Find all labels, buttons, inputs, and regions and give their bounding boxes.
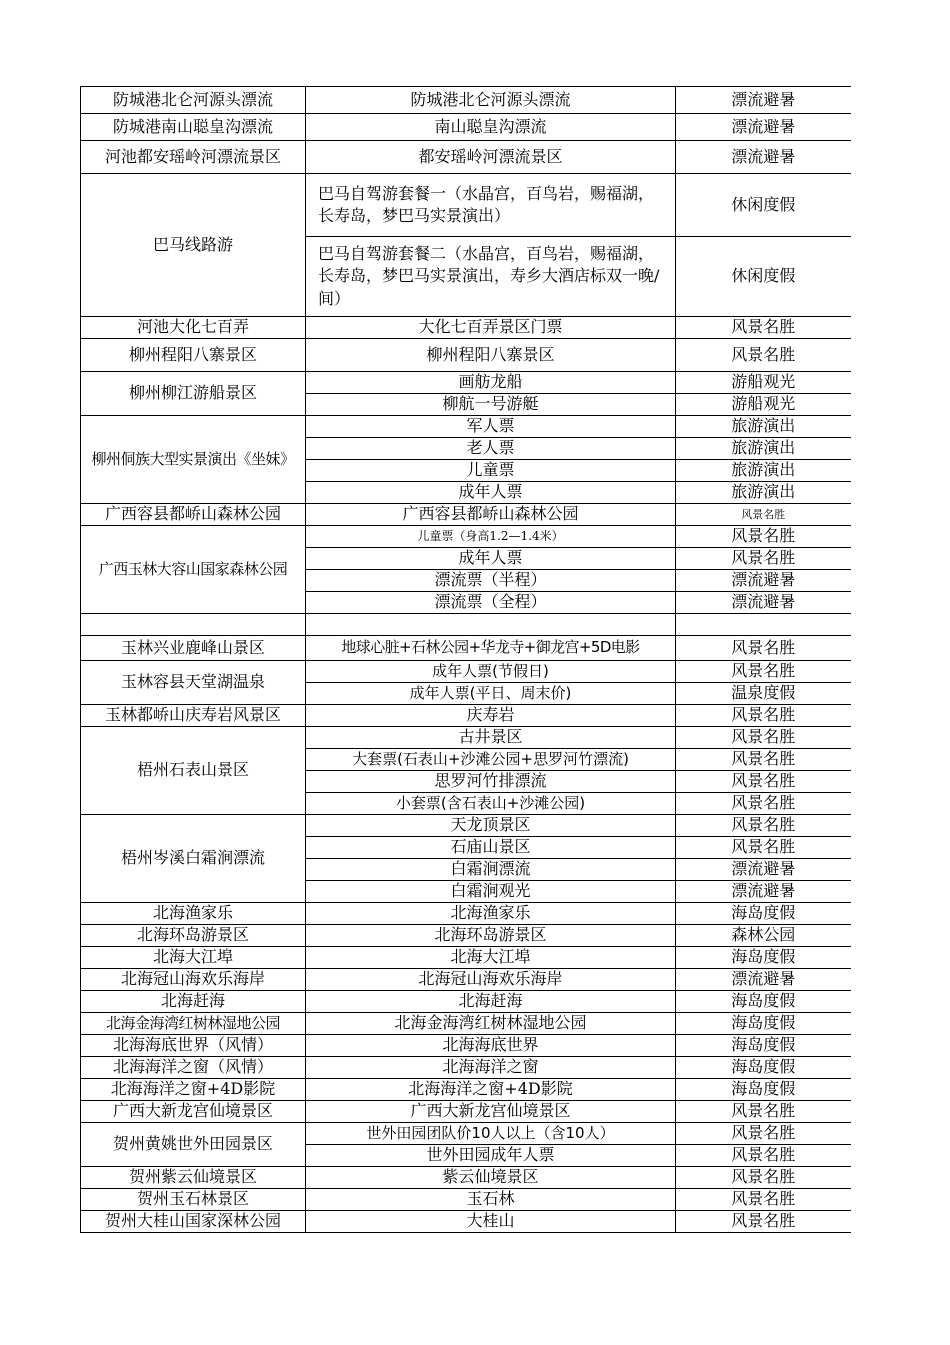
category: 漂流避暑 <box>676 141 851 174</box>
category: 休闲度假 <box>676 237 851 317</box>
ticket-name: 石庙山景区 <box>306 837 676 859</box>
ticket-name: 紫云仙境景区 <box>306 1167 676 1189</box>
ticket-name: 北海海洋之窗 <box>306 1057 676 1079</box>
ticket-name: 白霜涧观光 <box>306 881 676 903</box>
table-row <box>81 1057 851 1079</box>
attraction-name: 巴马线路游 <box>81 174 306 317</box>
ticket-name: 广西容县都峤山森林公园 <box>306 504 676 526</box>
ticket-name: 世外田园成年人票 <box>306 1145 676 1167</box>
category: 旅游演出 <box>676 460 851 482</box>
ticket-name: 漂流票（半程） <box>306 570 676 592</box>
attraction-name: 贺州紫云仙境景区 <box>81 1167 306 1189</box>
category: 风景名胜 <box>676 771 851 793</box>
attraction-name: 防城港北仑河源头漂流 <box>81 87 306 114</box>
category: 漂流避暑 <box>676 570 851 592</box>
category: 风景名胜 <box>676 815 851 837</box>
table-row <box>81 526 851 548</box>
category: 游船观光 <box>676 394 851 416</box>
attractions-table <box>80 86 851 1233</box>
table-row <box>81 661 851 683</box>
attraction-name: 贺州玉石林景区 <box>81 1189 306 1211</box>
category: 风景名胜 <box>676 504 851 526</box>
ticket-name: 天龙顶景区 <box>306 815 676 837</box>
ticket-name: 北海冠山海欢乐海岸 <box>306 969 676 991</box>
table-row <box>81 705 851 727</box>
category: 漂流避暑 <box>676 592 851 614</box>
category: 漂流避暑 <box>676 87 851 114</box>
attraction-name: 玉林兴业鹿峰山景区 <box>81 636 306 661</box>
attraction-name <box>81 614 306 636</box>
table-row <box>81 174 851 237</box>
ticket-name: 成年人票 <box>306 548 676 570</box>
category: 旅游演出 <box>676 482 851 504</box>
ticket-name: 成年人票 <box>306 482 676 504</box>
ticket-name: 北海金海湾红树林湿地公园 <box>306 1013 676 1035</box>
ticket-name: 都安瑶岭河漂流景区 <box>306 141 676 174</box>
table-row <box>81 114 851 141</box>
attraction-name: 柳州侗族大型实景演出《坐妹》 <box>81 416 306 504</box>
table-row <box>81 1123 851 1145</box>
table-row <box>81 991 851 1013</box>
category: 海岛度假 <box>676 991 851 1013</box>
table-row <box>81 815 851 837</box>
table-row <box>81 969 851 991</box>
ticket-name: 大桂山 <box>306 1211 676 1233</box>
table-row <box>81 1079 851 1101</box>
ticket-name: 思罗河竹排漂流 <box>306 771 676 793</box>
attraction-name: 玉林容县天堂湖温泉 <box>81 661 306 705</box>
category: 海岛度假 <box>676 1035 851 1057</box>
table-row <box>81 1167 851 1189</box>
ticket-name: 漂流票（全程） <box>306 592 676 614</box>
attraction-name: 河池大化七百弄 <box>81 317 306 339</box>
attraction-name: 北海冠山海欢乐海岸 <box>81 969 306 991</box>
ticket-name: 庆寿岩 <box>306 705 676 727</box>
table-row <box>81 925 851 947</box>
ticket-name: 大化七百弄景区门票 <box>306 317 676 339</box>
ticket-name: 古井景区 <box>306 727 676 749</box>
ticket-name: 白霜涧漂流 <box>306 859 676 881</box>
attraction-name: 北海环岛游景区 <box>81 925 306 947</box>
category: 风景名胜 <box>676 1101 851 1123</box>
category <box>676 614 851 636</box>
table-row <box>81 1013 851 1035</box>
category: 海岛度假 <box>676 1013 851 1035</box>
ticket-name: 广西大新龙宫仙境景区 <box>306 1101 676 1123</box>
table-row <box>81 1101 851 1123</box>
ticket-name: 防城港北仑河源头漂流 <box>306 87 676 114</box>
ticket-name: 老人票 <box>306 438 676 460</box>
category: 游船观光 <box>676 372 851 394</box>
category: 风景名胜 <box>676 1145 851 1167</box>
attraction-name: 贺州大桂山国家深林公园 <box>81 1211 306 1233</box>
category: 风景名胜 <box>676 526 851 548</box>
category: 风景名胜 <box>676 636 851 661</box>
table-row <box>81 636 851 661</box>
category: 旅游演出 <box>676 438 851 460</box>
table-row <box>81 504 851 526</box>
category: 海岛度假 <box>676 1079 851 1101</box>
category: 风景名胜 <box>676 317 851 339</box>
table-row <box>81 1035 851 1057</box>
category: 风景名胜 <box>676 727 851 749</box>
attraction-name: 北海金海湾红树林湿地公园 <box>81 1013 306 1035</box>
table-row <box>81 87 851 114</box>
ticket-name <box>306 614 676 636</box>
attraction-name: 北海大江埠 <box>81 947 306 969</box>
category: 温泉度假 <box>676 683 851 705</box>
category: 风景名胜 <box>676 793 851 815</box>
attraction-name: 北海海洋之窗（风情） <box>81 1057 306 1079</box>
ticket-name: 小套票(含石表山+沙滩公园) <box>306 793 676 815</box>
table-row <box>81 947 851 969</box>
attraction-name: 北海渔家乐 <box>81 903 306 925</box>
attraction-name: 北海海底世界（风情） <box>81 1035 306 1057</box>
category: 海岛度假 <box>676 947 851 969</box>
attraction-name: 玉林都峤山庆寿岩风景区 <box>81 705 306 727</box>
table-row <box>81 614 851 636</box>
attraction-name: 广西玉林大容山国家森林公园 <box>81 526 306 614</box>
category: 风景名胜 <box>676 749 851 771</box>
category: 风景名胜 <box>676 1189 851 1211</box>
category: 风景名胜 <box>676 1211 851 1233</box>
attraction-name: 河池都安瑶岭河漂流景区 <box>81 141 306 174</box>
category: 森林公园 <box>676 925 851 947</box>
attraction-name: 北海赶海 <box>81 991 306 1013</box>
ticket-name: 北海赶海 <box>306 991 676 1013</box>
category: 风景名胜 <box>676 661 851 683</box>
category: 风景名胜 <box>676 1123 851 1145</box>
category: 旅游演出 <box>676 416 851 438</box>
table-row <box>81 1189 851 1211</box>
ticket-name: 成年人票(节假日) <box>306 661 676 683</box>
ticket-name: 儿童票（身高1.2—1.4米） <box>306 526 676 548</box>
ticket-name: 北海海洋之窗+4D影院 <box>306 1079 676 1101</box>
attraction-name: 北海海洋之窗+4D影院 <box>81 1079 306 1101</box>
table-row <box>81 317 851 339</box>
attraction-name: 贺州黄姚世外田园景区 <box>81 1123 306 1167</box>
ticket-name: 北海海底世界 <box>306 1035 676 1057</box>
category: 风景名胜 <box>676 705 851 727</box>
attraction-name: 广西容县都峤山森林公园 <box>81 504 306 526</box>
category: 漂流避暑 <box>676 969 851 991</box>
ticket-name: 北海渔家乐 <box>306 903 676 925</box>
category: 漂流避暑 <box>676 881 851 903</box>
table-row <box>81 903 851 925</box>
table-row <box>81 141 851 174</box>
ticket-name: 大套票(石表山+沙滩公园+思罗河竹漂流) <box>306 749 676 771</box>
ticket-name: 北海大江埠 <box>306 947 676 969</box>
category: 风景名胜 <box>676 339 851 372</box>
ticket-name: 柳州程阳八寨景区 <box>306 339 676 372</box>
attraction-name: 防城港南山聪皇沟漂流 <box>81 114 306 141</box>
ticket-name: 军人票 <box>306 416 676 438</box>
ticket-name: 儿童票 <box>306 460 676 482</box>
category: 风景名胜 <box>676 548 851 570</box>
category: 漂流避暑 <box>676 114 851 141</box>
ticket-name: 北海环岛游景区 <box>306 925 676 947</box>
ticket-name: 画舫龙船 <box>306 372 676 394</box>
ticket-name: 玉石林 <box>306 1189 676 1211</box>
category: 风景名胜 <box>676 837 851 859</box>
ticket-name: 柳航一号游艇 <box>306 394 676 416</box>
ticket-name: 南山聪皇沟漂流 <box>306 114 676 141</box>
category: 漂流避暑 <box>676 859 851 881</box>
table-row <box>81 339 851 372</box>
table-row <box>81 727 851 749</box>
attraction-name: 柳州程阳八寨景区 <box>81 339 306 372</box>
ticket-name: 地球心脏+石林公园+华龙寺+御龙宫+5D电影 <box>306 636 676 661</box>
attraction-name: 梧州岑溪白霜涧漂流 <box>81 815 306 903</box>
table-row <box>81 416 851 438</box>
attraction-name: 广西大新龙宫仙境景区 <box>81 1101 306 1123</box>
ticket-name: 巴马自驾游套餐一（水晶宫，百鸟岩，赐福湖，长寿岛，梦巴马实景演出） <box>306 174 676 237</box>
category: 风景名胜 <box>676 1167 851 1189</box>
attraction-name: 梧州石表山景区 <box>81 727 306 815</box>
table-row <box>81 372 851 394</box>
table-row <box>81 1211 851 1233</box>
ticket-name: 成年人票(平日、周末价) <box>306 683 676 705</box>
category: 海岛度假 <box>676 903 851 925</box>
category: 海岛度假 <box>676 1057 851 1079</box>
ticket-name: 世外田园团队价10人以上（含10人） <box>306 1123 676 1145</box>
ticket-name: 巴马自驾游套餐二（水晶宫，百鸟岩，赐福湖，长寿岛，梦巴马实景演出，寿乡大酒店标双一晚/间） <box>306 237 676 317</box>
attraction-name: 柳州柳江游船景区 <box>81 372 306 416</box>
category: 休闲度假 <box>676 174 851 237</box>
